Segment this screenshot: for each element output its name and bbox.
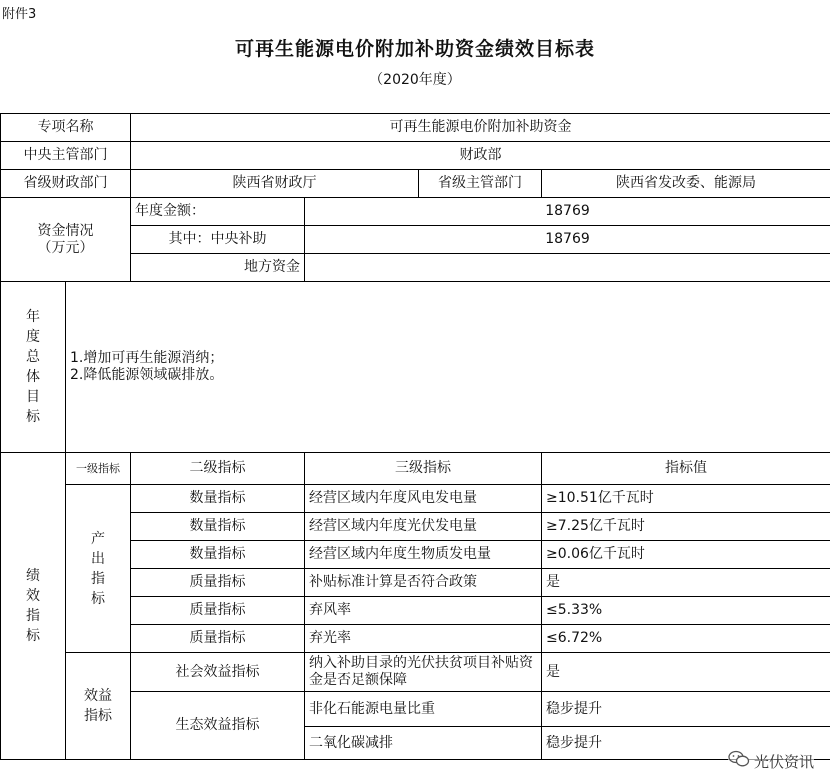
social-l2: 社会效益指标	[131, 653, 305, 692]
indicators-label: 绩效指标	[26, 568, 40, 644]
header-level2: 二级指标	[131, 453, 305, 485]
header-value: 指标值	[542, 453, 830, 485]
output-l2: 质量指标	[131, 625, 305, 653]
goal-item-2: 2.降低能源领域碳排放。	[70, 367, 224, 383]
output-l2: 数量指标	[131, 485, 305, 513]
output-value: 是	[542, 569, 830, 597]
output-l3: 经营区域内年度生物质发电量	[305, 541, 542, 569]
wechat-icon	[728, 750, 750, 772]
output-l2: 数量指标	[131, 513, 305, 541]
goal-item-1: 1.增加可再生能源消纳；	[70, 350, 224, 366]
local-funds-label: 地方资金	[131, 254, 305, 282]
row-special-name	[1, 114, 830, 142]
goals-label: 年度总体目标	[26, 309, 40, 425]
social-value: 是	[542, 653, 830, 692]
output-value: ≥7.25亿千瓦时	[542, 513, 830, 541]
row-central-dept	[1, 142, 830, 170]
central-dept-label: 中央主管部门	[1, 142, 131, 170]
row-goals	[1, 282, 830, 453]
output-l3: 经营区域内年度风电发电量	[305, 485, 542, 513]
table-row	[1, 653, 830, 692]
performance-table	[0, 113, 830, 760]
eco-value: 稳步提升	[542, 727, 830, 760]
central-subsidy-label: 其中：中央补助	[131, 226, 305, 254]
funds-label	[1, 198, 131, 282]
funds-label-line2: （万元）	[37, 239, 94, 256]
eco-l3: 非化石能源电量比重	[305, 692, 542, 727]
benefit-label-cell	[66, 653, 131, 760]
eco-value: 稳步提升	[542, 692, 830, 727]
output-label: 产出指标	[91, 530, 105, 607]
output-label-cell	[66, 485, 131, 653]
central-subsidy-value: 18769	[305, 226, 830, 254]
year-label: （2020年度）	[369, 72, 461, 88]
output-l2: 质量指标	[131, 569, 305, 597]
row-provincial	[1, 170, 830, 198]
eco-l2: 生态效益指标	[131, 692, 305, 760]
special-name-label: 专项名称	[1, 114, 131, 142]
output-l3: 补贴标准计算是否符合政策	[305, 569, 542, 597]
output-l3: 弃风率	[305, 597, 542, 625]
watermark-text: 光伏资讯	[753, 752, 814, 771]
row-funds-annual	[1, 198, 830, 226]
prov-fin-label: 省级财政部门	[1, 170, 131, 198]
output-value: ≤6.72%	[542, 625, 830, 653]
prov-dept-label: 省级主管部门	[419, 170, 542, 198]
annual-amount-value: 18769	[305, 198, 830, 226]
page-title: 可再生能源电价附加补助资金绩效目标表	[234, 38, 595, 60]
output-l2: 质量指标	[131, 597, 305, 625]
indicators-label-cell	[1, 453, 66, 760]
header-level1: 一级指标	[66, 453, 131, 485]
central-dept-value: 财政部	[131, 142, 830, 170]
goals-label-cell	[1, 282, 66, 453]
output-l2: 数量指标	[131, 541, 305, 569]
local-funds-value	[305, 254, 830, 282]
row-indicator-header	[1, 453, 830, 485]
prov-fin-value: 陕西省财政厅	[131, 170, 419, 198]
goals-content	[66, 282, 830, 453]
eco-l3: 二氧化碳减排	[305, 727, 542, 760]
annex-label: 附件3	[2, 7, 37, 22]
output-value: ≥10.51亿千瓦时	[542, 485, 830, 513]
watermark	[728, 750, 814, 772]
annual-amount-label: 年度金额：	[131, 198, 305, 226]
output-l3: 弃光率	[305, 625, 542, 653]
output-value: ≤5.33%	[542, 597, 830, 625]
benefit-label: 效益指标	[84, 688, 112, 724]
output-value: ≥0.06亿千瓦时	[542, 541, 830, 569]
prov-dept-value: 陕西省发改委、能源局	[542, 170, 830, 198]
special-name-value: 可再生能源电价附加补助资金	[131, 114, 830, 142]
table-row	[1, 485, 830, 513]
header-level3: 三级指标	[305, 453, 542, 485]
funds-label-line1: 资金情况	[37, 222, 94, 239]
social-l3: 纳入补助目录的光伏扶贫项目补贴资金是否足额保障	[305, 653, 542, 692]
output-l3: 经营区域内年度光伏发电量	[305, 513, 542, 541]
